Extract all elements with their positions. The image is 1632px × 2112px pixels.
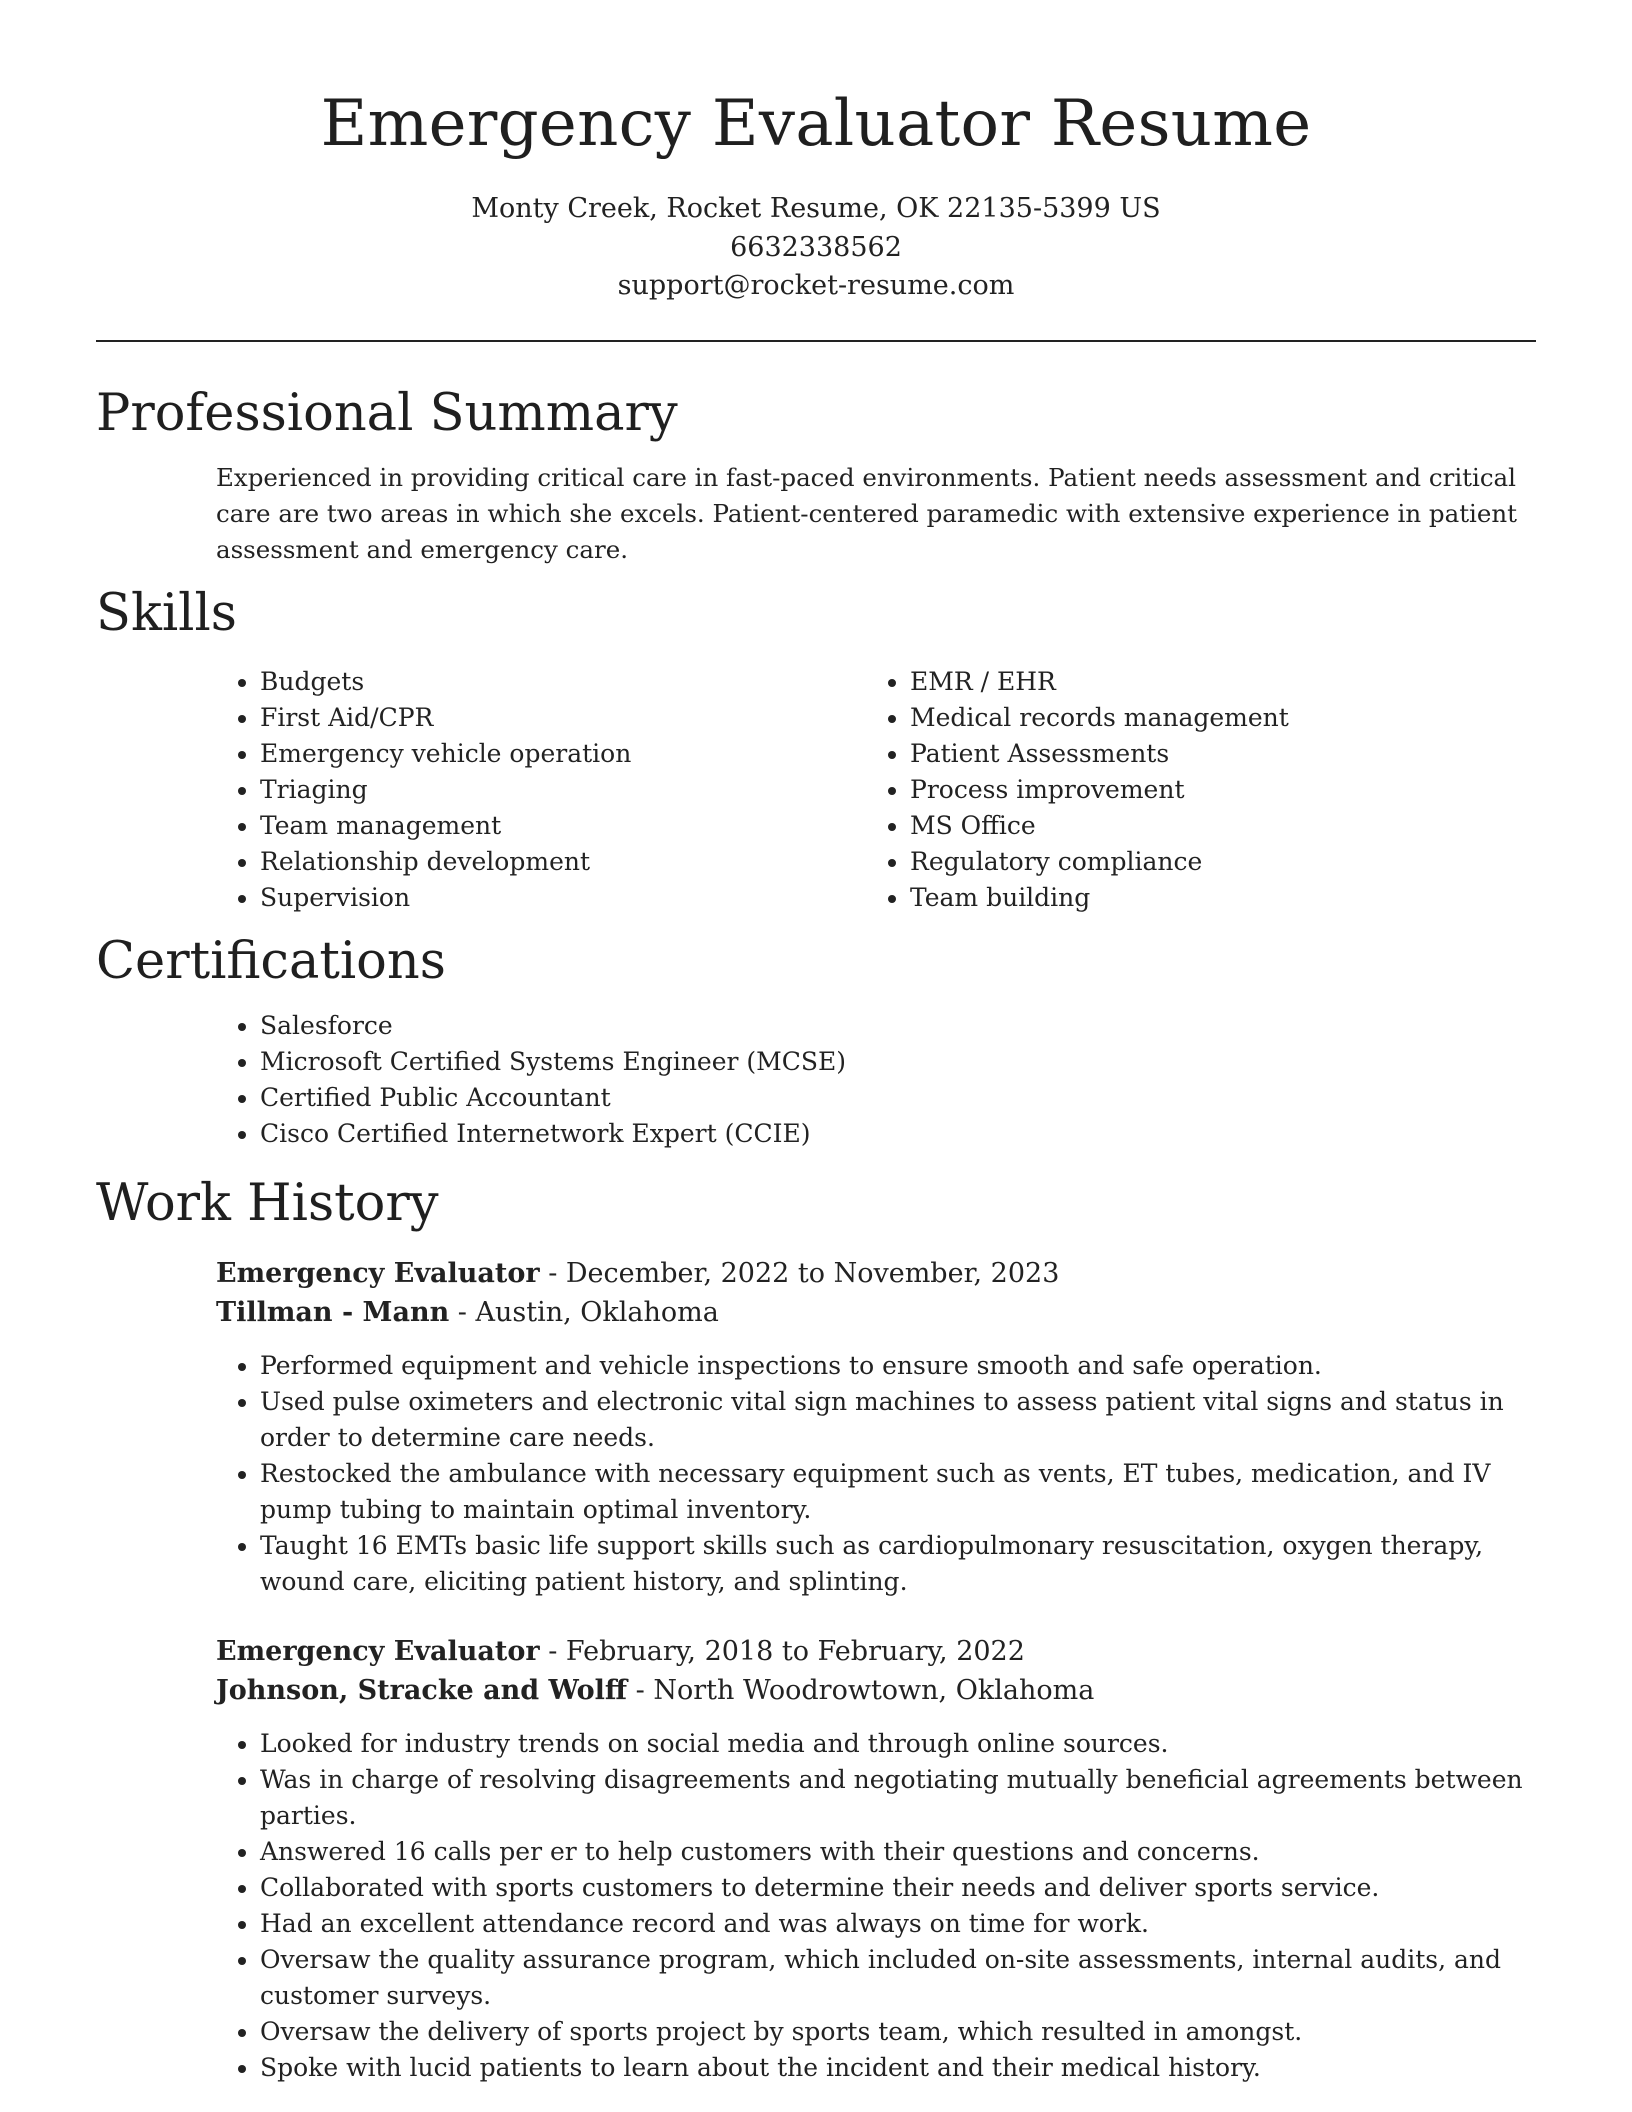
section-title-certifications: Certifications <box>96 931 446 991</box>
certifications-list <box>216 1008 1536 1152</box>
resume-page <box>96 0 1536 2086</box>
job-bullet: • Spoke with lucid patients to learn about the incident and their medical history. <box>260 2050 1536 2086</box>
job-bullet: • Had an excellent attendance record and was always on time for work. <box>260 1906 1536 1942</box>
job-bullet: • Was in charge of resolving disagreements and negotiating mutually beneficial agreements between parties. <box>260 1762 1536 1834</box>
job-bullet: • Oversaw the quality assurance program, which included on-site assessments, internal audits, and customer surveys. <box>260 1942 1536 2014</box>
certification-item: • Certified Public Accountant <box>260 1080 1536 1116</box>
job-bullet: • Restocked the ambulance with necessary equipment such as vents, ET tubes, medication, and IV pump tubing to maintain optimal inventory. <box>260 1456 1536 1528</box>
job-bullet: • Collaborated with sports customers to determine their needs and deliver sports service. <box>260 1870 1536 1906</box>
job-entry <box>216 1632 1536 2086</box>
skill-item: • Budgets <box>260 664 866 700</box>
section-title-work-history: Work History <box>96 1173 439 1233</box>
skill-item: • Relationship development <box>260 844 866 880</box>
skill-item: • MS Office <box>910 808 1510 844</box>
job-role: Emergency Evaluator <box>216 1635 540 1667</box>
certification-item: • Salesforce <box>260 1008 1536 1044</box>
skill-item: • First Aid/CPR <box>260 700 866 736</box>
certification-item: • Cisco Certified Internetwork Expert (CCIE) <box>260 1116 1536 1152</box>
job-bullet: • Performed equipment and vehicle inspections to ensure smooth and safe operation. <box>260 1348 1536 1384</box>
skill-item: • Supervision <box>260 880 866 916</box>
job-dates: - February, 2018 to February, 2022 <box>539 1635 1025 1667</box>
skill-item: • Team management <box>260 808 866 844</box>
contact-block <box>96 190 1536 306</box>
skills-column-right <box>866 664 1510 916</box>
job-title-line <box>216 1632 1536 1671</box>
job-company: Johnson, Stracke and Wolff <box>216 1674 628 1706</box>
skill-item: • Emergency vehicle operation <box>260 736 866 772</box>
skill-item: • Medical records management <box>910 700 1510 736</box>
header-divider <box>96 340 1536 342</box>
skill-item: • Process improvement <box>910 772 1510 808</box>
job-bullet: • Looked for industry trends on social media and through online sources. <box>260 1726 1536 1762</box>
contact-phone: 6632338562 <box>730 231 902 263</box>
job-bullets <box>216 1726 1536 2086</box>
job-bullet: • Used pulse oximeters and electronic vital sign machines to assess patient vital signs and status in order to determine care needs. <box>260 1384 1536 1456</box>
job-location: - North Woodrowtown, Oklahoma <box>627 1674 1095 1706</box>
skill-item: • Regulatory compliance <box>910 844 1510 880</box>
section-title-skills: Skills <box>96 583 237 643</box>
job-dates: - December, 2022 to November, 2023 <box>539 1257 1060 1289</box>
summary-text: Experienced in providing critical care in fast-paced environments. Patient needs assessment and critical care are two areas in which she excels. Patient-centered paramedic with extensive experience in patient assessment and emergency care. <box>216 462 1518 564</box>
contact-address: Monty Creek, Rocket Resume, OK 22135-5399 US <box>471 193 1161 224</box>
job-role: Emergency Evaluator <box>216 1257 540 1289</box>
skill-item: • Patient Assessments <box>910 736 1510 772</box>
skill-item: • Triaging <box>260 772 866 808</box>
job-bullet: • Oversaw the delivery of sports project by sports team, which resulted in amongst. <box>260 2014 1536 2050</box>
certification-item: • Microsoft Certified Systems Engineer (MCSE) <box>260 1044 1536 1080</box>
job-company: Tillman - Mann <box>216 1296 450 1328</box>
job-bullet: • Answered 16 calls per er to help customers with their questions and concerns. <box>260 1834 1536 1870</box>
skill-item: • Team building <box>910 880 1510 916</box>
skill-item: • EMR / EHR <box>910 664 1510 700</box>
contact-email: support@rocket-resume.com <box>617 270 1015 301</box>
job-bullet: • Taught 16 EMTs basic life support skills such as cardiopulmonary resuscitation, oxygen therapy, wound care, eliciting patient history, and splinting. <box>260 1528 1536 1600</box>
skills-column-left <box>216 664 866 916</box>
job-entry <box>216 1254 1536 1600</box>
skills-list <box>216 664 1536 916</box>
job-company-line <box>216 1671 1536 1710</box>
section-title-summary: Professional Summary <box>96 383 678 443</box>
job-bullets <box>216 1348 1536 1600</box>
page-title: Emergency Evaluator Resume <box>320 87 1312 161</box>
job-location: - Austin, Oklahoma <box>449 1296 719 1328</box>
job-company-line <box>216 1293 1536 1332</box>
job-title-line <box>216 1254 1536 1293</box>
